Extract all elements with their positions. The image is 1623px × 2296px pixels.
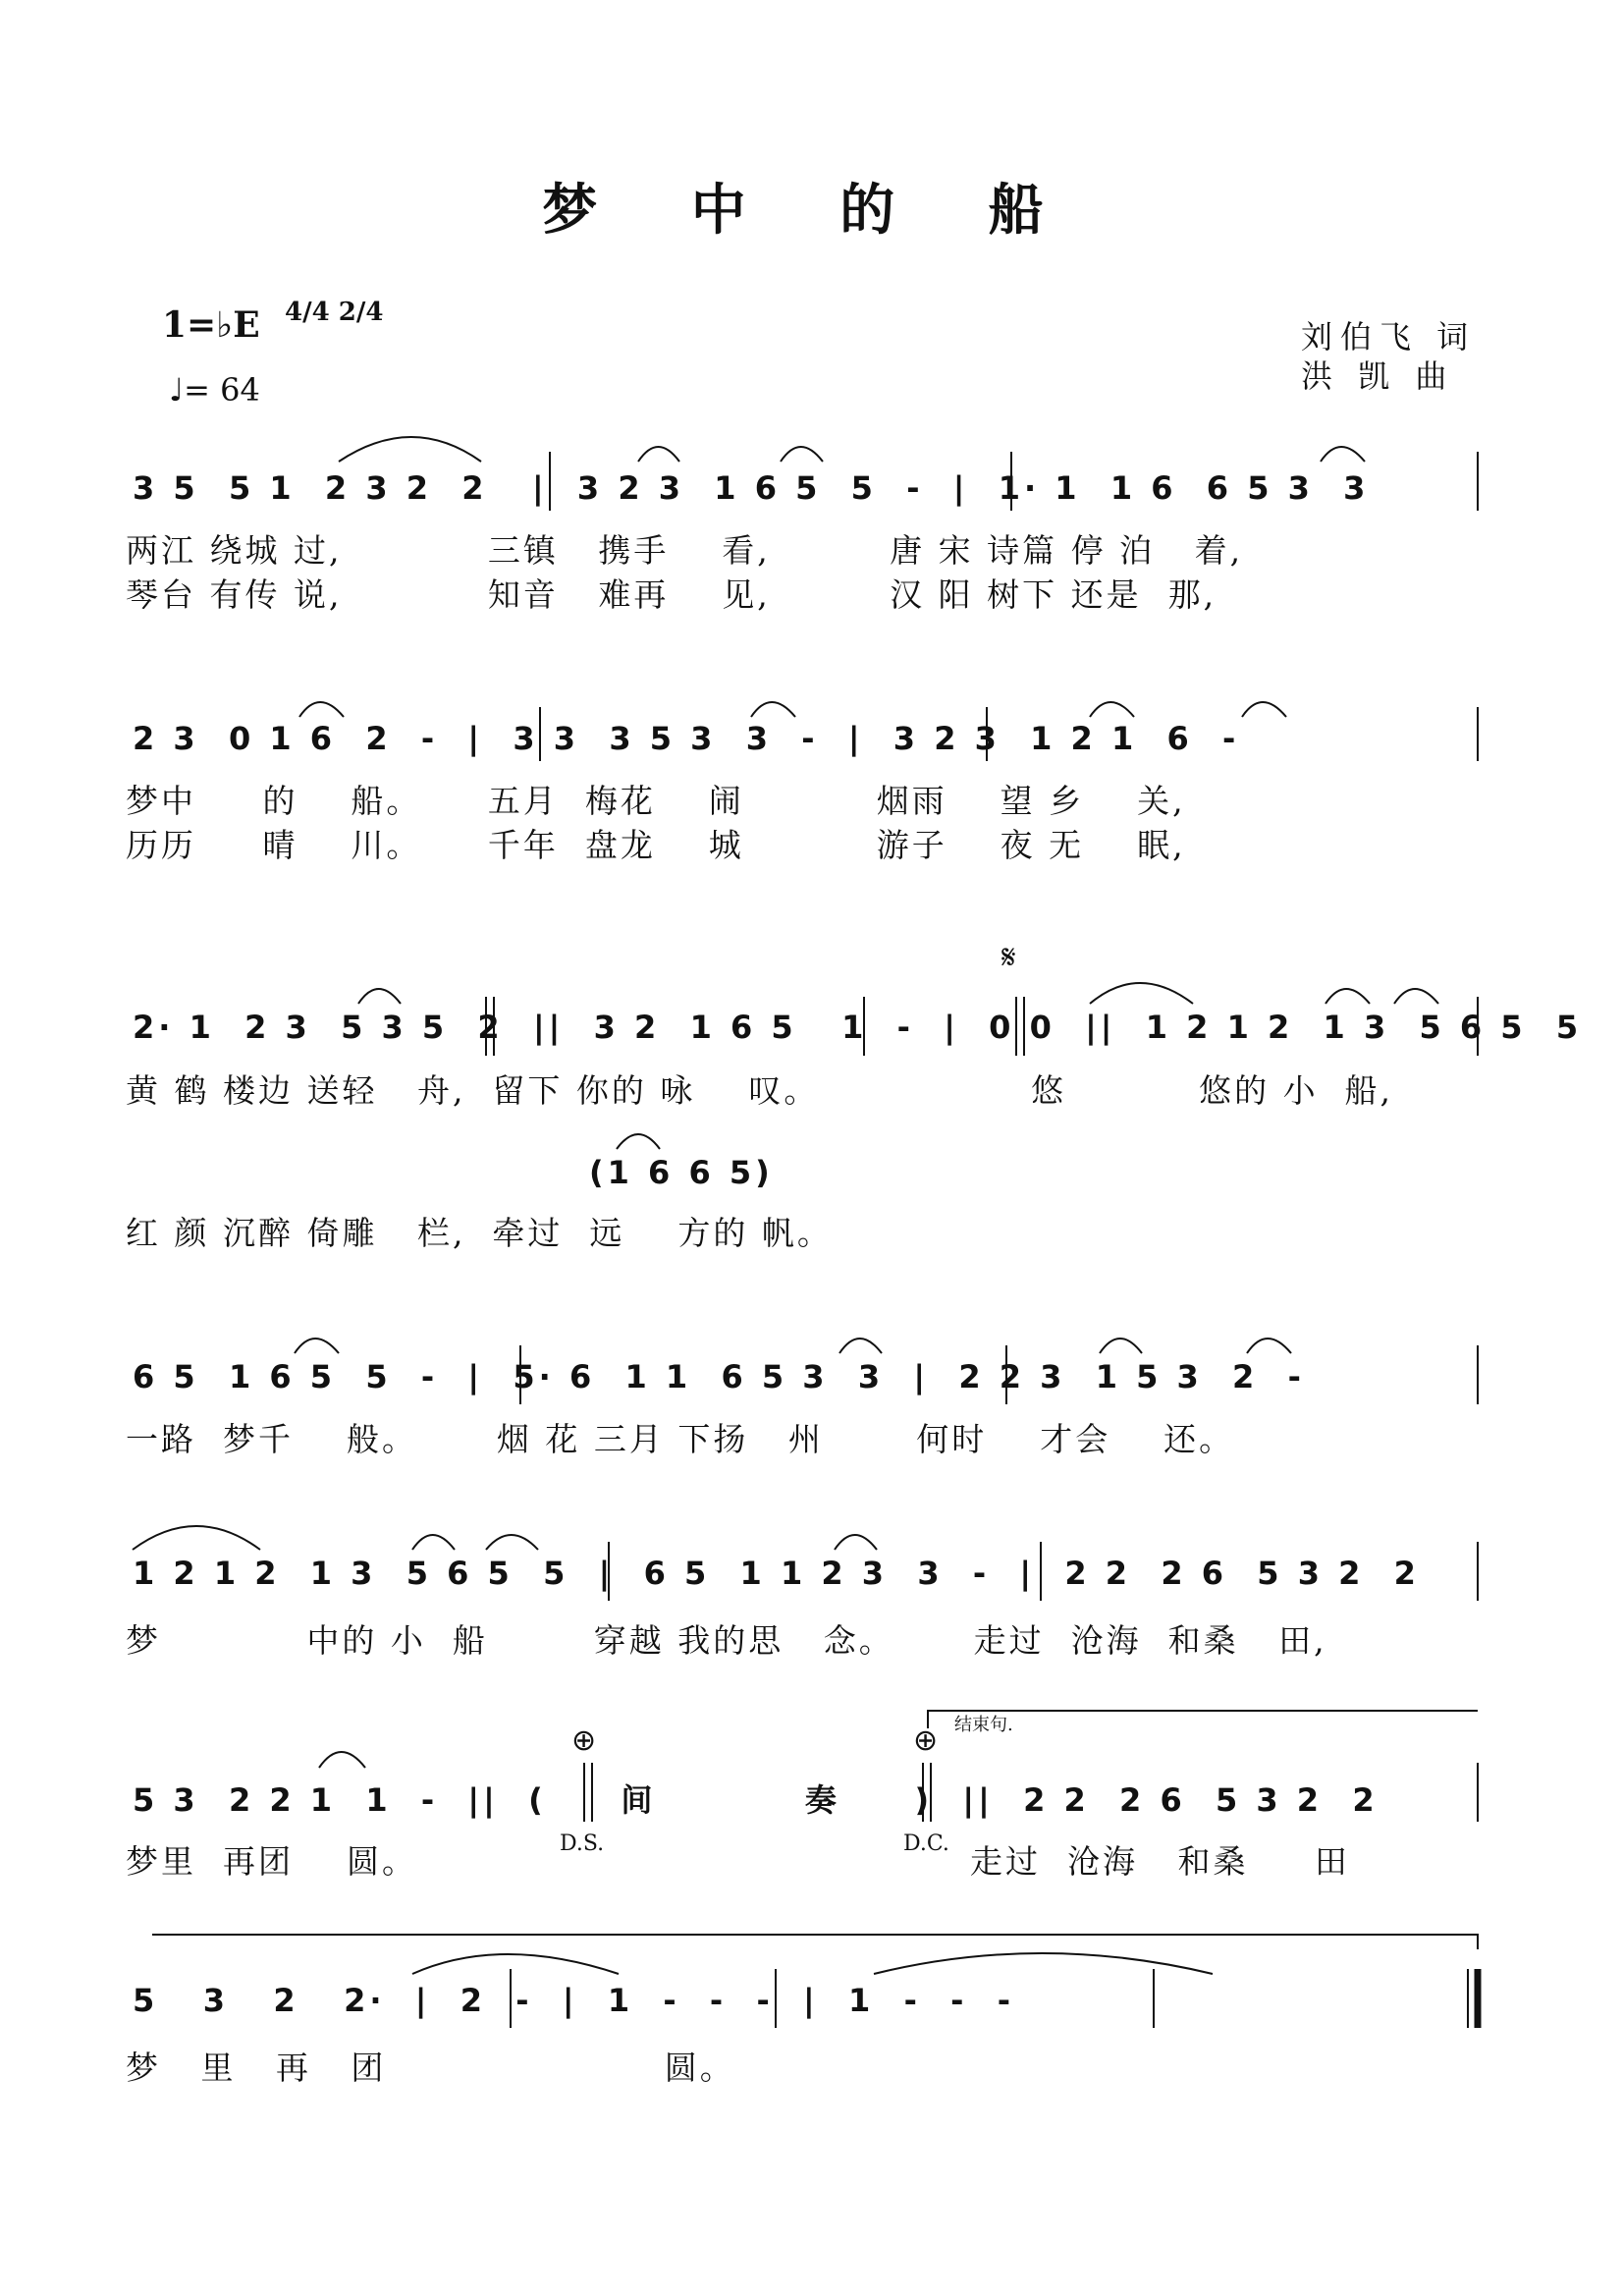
lyrics-system-5: 梦 中的 小 船 穿越 我的思 念。 走过 沧海 和桑 田, [126, 1621, 1327, 1660]
lyrics-system-6: 梦里 再团 圆。 [126, 1842, 417, 1881]
time-signature: 4/4 2/4 [285, 298, 384, 327]
coda-icon: ⊕ [571, 1723, 597, 1758]
segno-sign: 𝄋 [1001, 938, 1016, 977]
lyrics-system-3-verse-1: 黄 鹤 楼边 送轻 舟, 留下 你的 咏 叹。 悠 悠的 小 船, [126, 1071, 1394, 1110]
ending-label: 结束句. [954, 1715, 1013, 1735]
lyrics-system-1-verse-1: 两江 绕城 过, 三镇 携手 看, 唐 宋 诗篇 停 泊 着, [126, 531, 1244, 570]
notes-system-3: 2· 1 2 3 5 3 5 2 || 3 2 1 6 5 1 - | 0 0 || 1 2 1 2 1 3 5 6 5 5 [133, 1009, 1583, 1046]
notes-system-5: 1 2 1 2 1 3 5 6 5 5 | 6 5 1 1 2 3 3 - | 2 2 2 6 5 3 2 2 [133, 1555, 1420, 1592]
coda-icon-2: ⊕ [913, 1723, 939, 1758]
page-title: 梦 中 的 船 [542, 178, 1081, 243]
lyrics-system-2-verse-1: 梦中 的 船。 五月 梅花 闹 烟雨 望 乡 关, [126, 782, 1186, 820]
lyrics-system-4: 一路 梦千 般。 烟 花 三月 下扬 州 何时 才会 还。 [126, 1420, 1235, 1458]
lyrics-system-6-ending: 走过 沧海 和桑 田 [970, 1842, 1350, 1881]
notes-system-2: 2 3 0 1 6 2 - | 3 3 3 5 3 3 - | 3 2 3 1 2 1 6 - [133, 720, 1240, 757]
notes-system-6: 5 3 2 2 1 1 - || ( 间 奏 ) || 2 2 2 6 5 3 2 2 [133, 1781, 1379, 1819]
ds-marking: D.S. [560, 1831, 605, 1856]
lyricist-credit: 刘伯飞 词 [1301, 318, 1477, 355]
composer-credit: 洪 凯 曲 [1301, 357, 1455, 395]
lyrics-system-1-verse-2: 琴台 有传 说, 知音 难再 见, 汉 阳 树下 还是 那, [126, 575, 1217, 614]
lyrics-system-7: 梦 里 再 团 圆。 [126, 2049, 735, 2087]
alternate-notes: (1 6 6 5) [589, 1154, 774, 1191]
notes-system-4: 6 5 1 6 5 5 - | 5· 6 1 1 6 5 3 3 | 2 2 3 1 5 3 2 - [133, 1358, 1305, 1395]
dc-marking: D.C. [903, 1831, 949, 1856]
tempo-marking: ♩= 64 [169, 371, 260, 409]
lyrics-system-3-verse-2: 红 颜 沉醉 倚雕 栏, 牵过 远 方的 帆。 [126, 1214, 833, 1252]
notes-system-7: 5 3 2 2· | 2 - | 1 - - - | 1 - - - [133, 1982, 1014, 2019]
notes-system-1: 3 5 5 1 2 3 2 2 | 3 2 3 1 6 5 5 - | 1· 1 1 6 6 5 3 3 [133, 469, 1370, 507]
lyrics-system-2-verse-2: 历历 晴 川。 千年 盘龙 城 游子 夜 无 眠, [126, 826, 1186, 864]
key-signature: 1=♭E [162, 304, 260, 346]
